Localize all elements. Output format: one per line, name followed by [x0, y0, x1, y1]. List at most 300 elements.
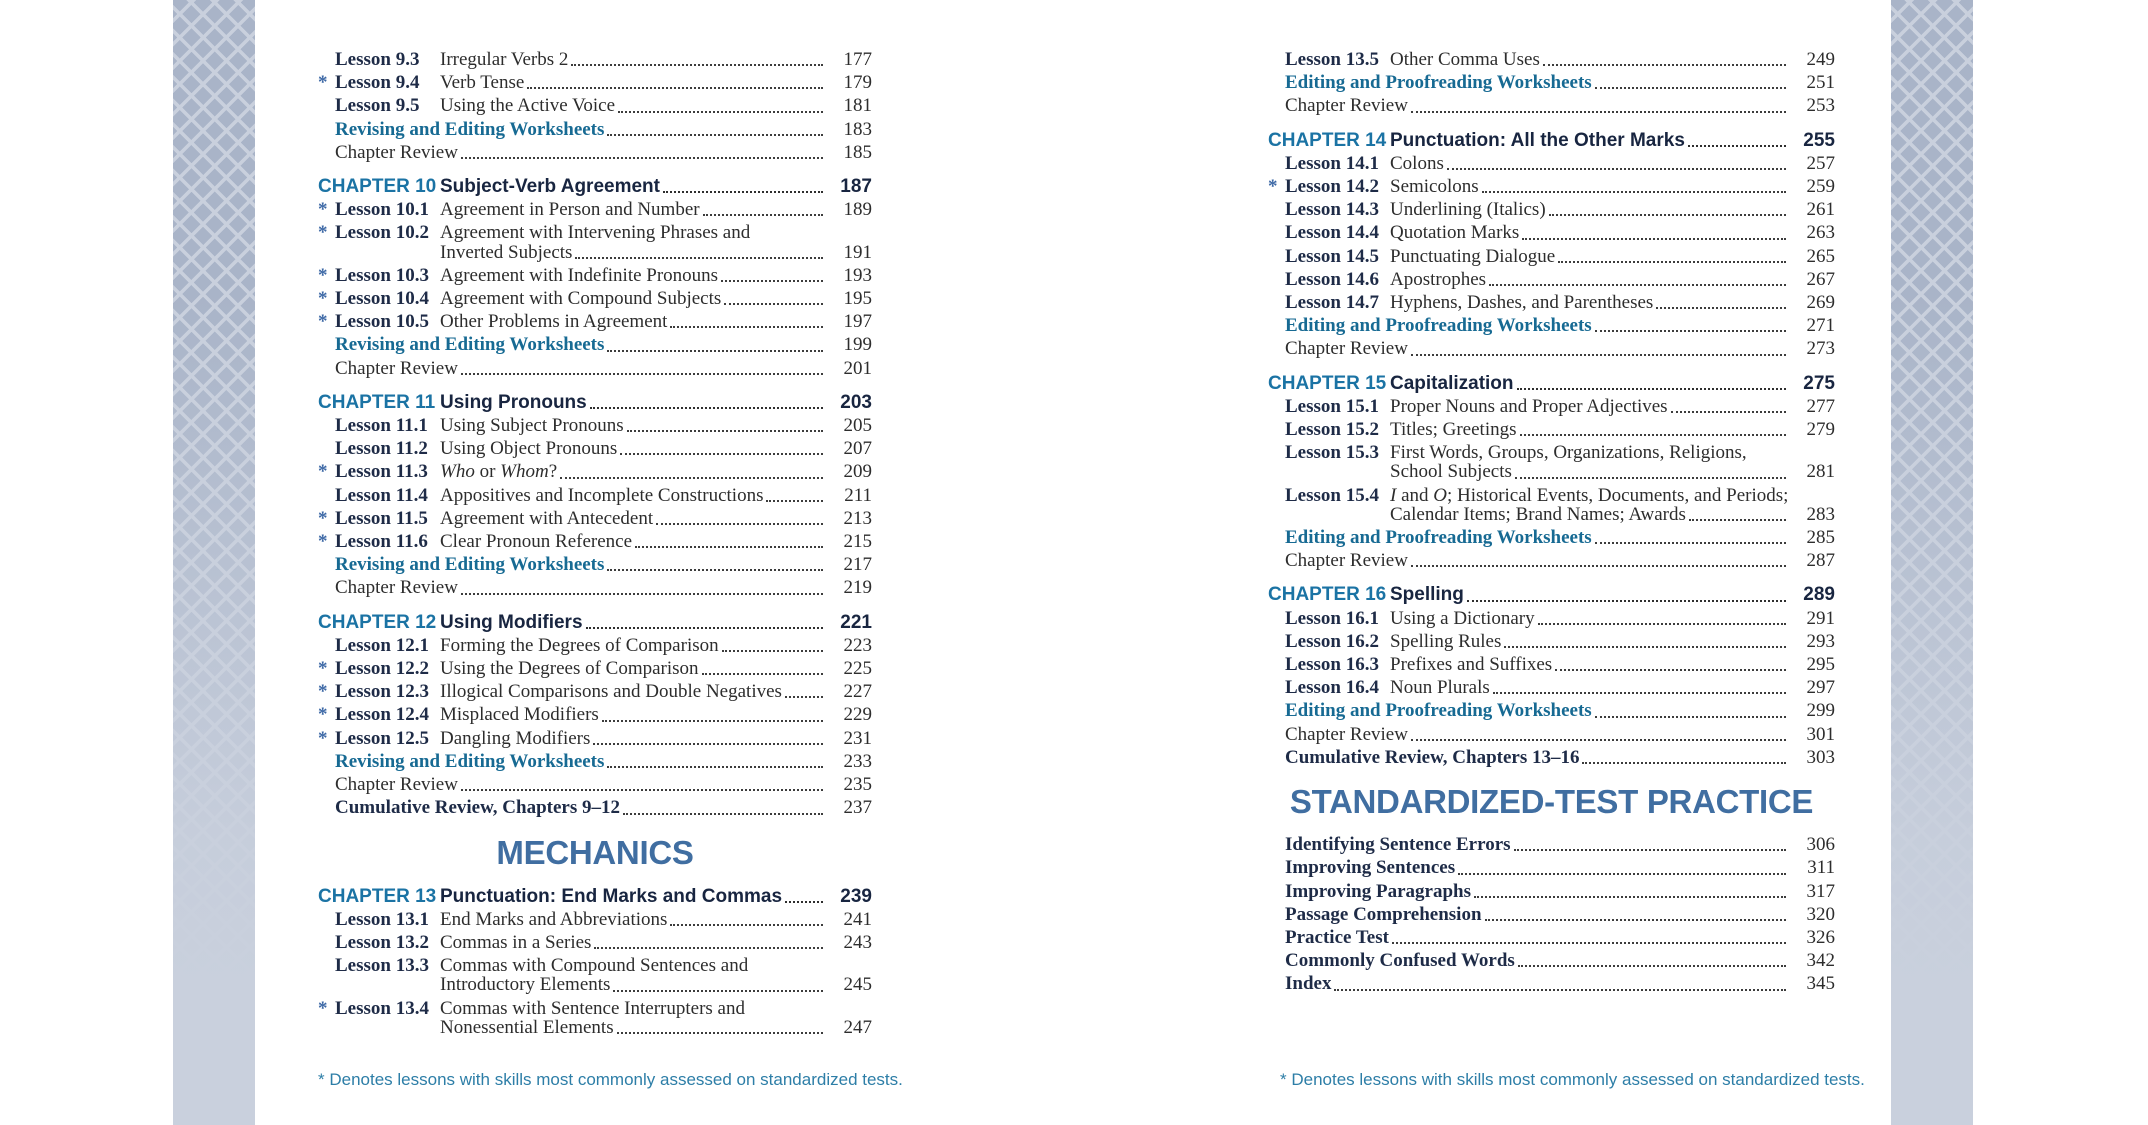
toc-entry	[1268, 699, 1835, 722]
label-spacer	[1285, 503, 1390, 526]
dot-leader	[604, 750, 826, 773]
entry-title: Agreement with Antecedent	[440, 507, 654, 529]
label-spacer	[335, 973, 440, 996]
star-marker: *	[318, 997, 328, 1019]
star-marker: *	[318, 199, 328, 221]
lesson-label: Lesson 12.1	[335, 634, 429, 656]
dot-leader	[1540, 48, 1789, 71]
star-marker	[318, 357, 335, 380]
toc-entry	[1268, 676, 1835, 699]
star-marker	[1268, 630, 1285, 653]
star-marker	[318, 773, 335, 796]
page-number: 293	[1806, 630, 1835, 652]
star-spacer	[318, 973, 335, 996]
entry-title: Misplaced Modifiers	[440, 704, 599, 726]
star-marker	[318, 553, 335, 576]
page-number: 291	[1806, 607, 1835, 629]
star-marker	[1268, 972, 1285, 995]
dot-leader	[1519, 221, 1789, 244]
toc-entry	[318, 141, 872, 164]
entry-title: Forming the Degrees of Comparison	[440, 634, 719, 656]
entry-title: Chapter Review	[1285, 550, 1408, 572]
star-spacer	[1268, 460, 1285, 483]
toc-entry	[318, 414, 872, 437]
entry-title: Chapter Review	[335, 141, 458, 163]
lesson-label: Lesson 13.2	[335, 931, 429, 953]
page-number: 249	[1806, 49, 1835, 70]
toc-entry	[1268, 314, 1835, 337]
italic-text: Whom	[500, 461, 549, 483]
page-number: 183	[843, 118, 872, 140]
star-marker	[1268, 723, 1285, 746]
lesson-label: Lesson 11.5	[335, 507, 428, 529]
page-number: 219	[843, 577, 872, 599]
star-marker	[318, 48, 335, 71]
chapter-label: CHAPTER 16	[1268, 584, 1387, 606]
toc-entry	[1268, 653, 1835, 676]
entry-title: Commas in a Series	[440, 931, 592, 953]
toc-entry	[318, 796, 872, 819]
toc-entry	[318, 703, 872, 726]
page-number: 299	[1806, 700, 1835, 722]
star-marker	[318, 118, 335, 141]
lesson-label: Lesson 16.1	[1285, 607, 1379, 629]
toc-entry	[318, 657, 872, 680]
label-spacer	[335, 241, 440, 264]
chapter-section	[1268, 129, 1835, 361]
dot-leader	[1511, 833, 1789, 856]
toc-entry	[318, 727, 872, 750]
chapter-section	[318, 391, 872, 600]
page-number: 203	[840, 391, 872, 413]
star-marker	[318, 437, 335, 460]
star-marker	[1268, 94, 1285, 117]
dot-leader	[568, 48, 826, 71]
entry-title: Revising and Editing Worksheets	[335, 334, 605, 356]
lesson-label: Lesson 10.2	[335, 222, 429, 244]
entry-title: Underlining (Italics)	[1390, 199, 1546, 221]
toc-entry	[318, 750, 872, 773]
toc-entry	[318, 333, 872, 356]
entry-title: Revising and Editing Worksheets	[335, 750, 605, 772]
dot-leader	[1552, 653, 1789, 676]
entry-title: Hyphens, Dashes, and Parentheses	[1390, 292, 1654, 314]
star-marker: *	[318, 681, 328, 703]
chapter-row	[318, 175, 872, 198]
star-marker	[1268, 833, 1285, 856]
dot-leader	[620, 796, 826, 819]
lesson-label: Lesson 16.4	[1285, 677, 1379, 699]
chapter-label: CHAPTER 11	[318, 391, 436, 413]
page-number: 261	[1806, 199, 1835, 221]
star-marker: *	[318, 531, 328, 553]
toc-entry	[1268, 880, 1835, 903]
entry-title: Cumulative Review, Chapters 9–12	[335, 797, 620, 819]
star-marker	[1268, 418, 1285, 441]
dot-leader	[782, 680, 826, 703]
chapter-row	[1268, 129, 1835, 152]
label-spacer	[335, 1016, 440, 1039]
chapter-title: Spelling	[1390, 584, 1464, 606]
page-number: 213	[843, 507, 872, 529]
dot-leader	[1592, 526, 1789, 549]
dot-leader	[1517, 418, 1790, 441]
page-number: 245	[843, 974, 872, 996]
toc-entry	[1268, 972, 1835, 995]
page-number: 267	[1806, 268, 1835, 290]
toc-section	[1268, 833, 1835, 995]
dot-leader	[1546, 198, 1789, 221]
toc-entry	[1268, 526, 1835, 549]
page-number: 285	[1806, 527, 1835, 549]
toc-entry	[318, 118, 872, 141]
page-number: 181	[843, 95, 872, 117]
page-number: 342	[1806, 950, 1835, 972]
entry-title: Quotation Marks	[1390, 222, 1520, 244]
entry-title-line2: Inverted Subjects	[440, 241, 573, 263]
dot-leader	[1482, 903, 1789, 926]
dot-leader	[1444, 152, 1789, 175]
page-number: 195	[843, 288, 872, 310]
lesson-label: Lesson 9.5	[335, 95, 420, 117]
text: or	[474, 461, 501, 483]
dot-leader	[591, 931, 826, 954]
page-number: 295	[1806, 654, 1835, 676]
toc-section	[318, 48, 872, 164]
toc-entry	[318, 357, 872, 380]
toc-column-right	[1268, 48, 1835, 996]
italic-text: I	[1390, 484, 1397, 506]
dot-leader	[1592, 699, 1789, 722]
dot-leader	[1555, 245, 1789, 268]
toc-entry	[1268, 856, 1835, 879]
toc-entry	[1268, 291, 1835, 314]
lesson-label: Lesson 15.1	[1285, 395, 1379, 417]
dot-leader	[660, 175, 826, 198]
page-number: 255	[1803, 129, 1835, 151]
lesson-label: Lesson 15.2	[1285, 419, 1379, 441]
page-number: 211	[844, 484, 872, 506]
page-number: 301	[1806, 723, 1835, 745]
dot-leader	[1471, 880, 1789, 903]
toc-entry	[1268, 418, 1835, 441]
star-marker	[1268, 291, 1285, 314]
entry-title: Editing and Proofreading Worksheets	[1285, 527, 1592, 549]
toc-entry	[318, 484, 872, 507]
toc-entry	[318, 553, 872, 576]
toc-entry	[318, 437, 872, 460]
entry-title: Editing and Proofreading Worksheets	[1285, 315, 1592, 337]
lesson-label: Lesson 13.5	[1285, 49, 1379, 70]
star-marker	[1268, 314, 1285, 337]
entry-title: Editing and Proofreading Worksheets	[1285, 72, 1592, 94]
page-number: 283	[1806, 503, 1835, 525]
dot-leader	[1408, 94, 1789, 117]
entry-title: Irregular Verbs 2	[440, 49, 569, 70]
star-marker	[1268, 245, 1285, 268]
page-number: 265	[1806, 245, 1835, 267]
lesson-label: Lesson 10.3	[335, 264, 429, 286]
lesson-label: Lesson 12.2	[335, 658, 429, 680]
star-marker: *	[318, 222, 328, 244]
footnote-text: * Denotes lessons with skills most commonly assessed on standardized tests.	[1280, 1070, 1865, 1089]
lesson-label: Lesson 12.3	[335, 681, 429, 703]
lesson-label: Lesson 14.6	[1285, 268, 1379, 290]
dot-leader	[587, 391, 826, 414]
page-number: 279	[1806, 419, 1835, 441]
footnote-text: * Denotes lessons with skills most commonly assessed on standardized tests.	[318, 1070, 903, 1089]
page-number: 251	[1806, 72, 1835, 94]
toc-entry	[1268, 198, 1835, 221]
lesson-label: Lesson 11.6	[335, 531, 428, 553]
star-marker	[1268, 903, 1285, 926]
star-marker	[318, 141, 335, 164]
toc-entry	[1268, 175, 1835, 198]
star-marker: *	[318, 72, 328, 94]
chapter-row	[1268, 583, 1835, 606]
lesson-label: Lesson 9.4	[335, 72, 420, 94]
footnote-left	[318, 1070, 903, 1090]
dot-leader	[1490, 676, 1789, 699]
dot-leader	[1512, 460, 1789, 483]
toc-entry	[1268, 549, 1835, 572]
page-number: 263	[1806, 222, 1835, 244]
page-number: 289	[1803, 584, 1835, 606]
label-spacer	[1285, 460, 1390, 483]
dot-leader	[699, 657, 826, 680]
star-marker: *	[318, 264, 328, 286]
dot-leader	[458, 773, 826, 796]
page-number: 217	[843, 554, 872, 576]
page-number: 239	[840, 885, 872, 907]
entry-title: Other Comma Uses	[1390, 49, 1540, 70]
entry-title	[440, 460, 557, 483]
page-number: 221	[840, 611, 872, 633]
page-number: 275	[1803, 372, 1835, 394]
lesson-label: Lesson 10.4	[335, 288, 429, 310]
star-marker	[318, 750, 335, 773]
dot-leader	[604, 118, 826, 141]
dot-leader	[667, 310, 826, 333]
star-marker	[1268, 526, 1285, 549]
toc-entry	[1268, 337, 1835, 360]
page-number: 237	[843, 797, 872, 819]
dot-leader	[1685, 129, 1789, 152]
dot-leader	[1653, 291, 1789, 314]
entry-title: Commonly Confused Words	[1285, 950, 1515, 972]
star-marker: *	[1268, 176, 1278, 198]
page-number: 205	[843, 415, 872, 437]
toc-entry	[318, 931, 872, 954]
entry-title: Illogical Comparisons and Double Negatives	[440, 681, 782, 703]
page-number: 271	[1806, 315, 1835, 337]
star-marker: *	[318, 704, 328, 726]
chapter-row	[318, 885, 872, 908]
page-number: 231	[843, 727, 872, 749]
toc-entry	[1268, 926, 1835, 949]
chapter-label: CHAPTER 10	[318, 176, 437, 198]
toc-entry	[1268, 833, 1835, 856]
page-number: 247	[843, 1016, 872, 1038]
star-spacer	[318, 1016, 335, 1039]
star-marker	[1268, 856, 1285, 879]
lesson-label: Lesson 11.4	[335, 484, 428, 506]
entry-title: Chapter Review	[1285, 95, 1408, 117]
lesson-label: Lesson 13.1	[335, 908, 429, 930]
entry-title: Chapter Review	[1285, 338, 1408, 360]
toc-entry	[1268, 630, 1835, 653]
dot-leader	[1408, 337, 1789, 360]
toc-entry	[1268, 245, 1835, 268]
star-marker	[1268, 268, 1285, 291]
toc-entry	[1268, 152, 1835, 175]
star-marker	[1268, 337, 1285, 360]
toc-entry	[1268, 607, 1835, 630]
page-number: 227	[843, 681, 872, 703]
entry-title: Using Subject Pronouns	[440, 415, 624, 437]
lesson-label: Lesson 14.3	[1285, 199, 1379, 221]
star-marker	[1268, 48, 1285, 71]
chapter-title: Punctuation: All the Other Marks	[1390, 129, 1685, 151]
page-number: 201	[843, 357, 872, 379]
page-number: 311	[1807, 857, 1835, 879]
dot-leader	[1535, 607, 1789, 630]
page-number: 281	[1806, 461, 1835, 483]
dot-leader	[624, 414, 826, 437]
chapter-title: Subject-Verb Agreement	[440, 176, 660, 198]
entry-title: Verb Tense	[440, 72, 525, 94]
star-marker: *	[318, 658, 328, 680]
dot-leader	[590, 727, 826, 750]
toc-entry	[318, 198, 872, 221]
entry-title: Improving Paragraphs	[1285, 880, 1471, 902]
entry-title: Chapter Review	[335, 357, 458, 379]
entry-title: Revising and Editing Worksheets	[335, 554, 605, 576]
toc-entry	[1268, 903, 1835, 926]
toc-entry	[1268, 268, 1835, 291]
page-number: 259	[1806, 176, 1835, 198]
toc-entry	[1268, 746, 1835, 769]
entry-title: Proper Nouns and Proper Adjectives	[1390, 395, 1668, 417]
dot-leader	[458, 576, 826, 599]
dot-leader	[1592, 71, 1789, 94]
entry-title: Appositives and Incomplete Constructions	[440, 484, 764, 506]
page-number: 179	[843, 72, 872, 94]
star-marker	[1268, 746, 1285, 769]
chapter-label: CHAPTER 13	[318, 885, 437, 907]
star-marker	[1268, 152, 1285, 175]
toc-entry	[318, 908, 872, 931]
toc-entry	[318, 71, 872, 94]
italic-text: O	[1433, 484, 1447, 506]
star-marker	[1268, 549, 1285, 572]
dot-leader	[1501, 630, 1789, 653]
toc-entry	[318, 94, 872, 117]
toc-entry	[1268, 949, 1835, 972]
toc-entry	[318, 576, 872, 599]
toc-entry	[1268, 221, 1835, 244]
chapter-row	[318, 391, 872, 414]
lesson-label: Lesson 12.4	[335, 704, 429, 726]
toc-entry	[1268, 71, 1835, 94]
star-marker	[1268, 221, 1285, 244]
dot-leader	[1514, 372, 1789, 395]
entry-title: Commas with Compound Sentences and	[440, 955, 749, 977]
page-number: 209	[843, 461, 872, 483]
dot-leader	[667, 908, 826, 931]
entry-title: Apostrophes	[1390, 268, 1487, 290]
dot-leader	[1515, 949, 1789, 972]
dot-leader	[524, 71, 826, 94]
star-marker	[318, 333, 335, 356]
dot-leader	[1592, 314, 1789, 337]
dot-leader	[1331, 972, 1789, 995]
chapter-section	[318, 175, 872, 380]
dot-leader	[763, 484, 826, 507]
entry-title: First Words, Groups, Organizations, Religions,	[1390, 442, 1747, 464]
chapter-section	[1268, 583, 1835, 769]
dot-leader	[1486, 268, 1789, 291]
star-spacer	[1268, 503, 1285, 526]
star-marker	[318, 796, 335, 819]
dot-leader	[719, 634, 826, 657]
toc-entry	[318, 48, 872, 71]
entry-title: Colons	[1390, 152, 1444, 174]
chapter-row	[1268, 372, 1835, 395]
entry-title: Titles; Greetings	[1390, 419, 1517, 441]
star-marker: *	[318, 727, 328, 749]
toc-entry	[318, 460, 872, 483]
star-marker: *	[318, 507, 328, 529]
dot-leader	[1686, 503, 1789, 526]
dot-leader	[614, 1016, 826, 1039]
star-marker	[318, 94, 335, 117]
dot-leader	[1408, 549, 1789, 572]
dot-leader	[604, 333, 826, 356]
chapter-title: Using Pronouns	[440, 391, 587, 413]
page-number: 207	[843, 438, 872, 460]
entry-title: Cumulative Review, Chapters 13–16	[1285, 746, 1580, 768]
star-marker	[318, 484, 335, 507]
dot-leader	[583, 611, 826, 634]
dot-leader	[1408, 723, 1789, 746]
toc-column-left	[318, 48, 872, 1039]
entry-title: Chapter Review	[1285, 723, 1408, 745]
lesson-label: Lesson 14.2	[1285, 176, 1379, 198]
entry-title: Clear Pronoun Reference	[440, 531, 633, 553]
star-marker	[1268, 71, 1285, 94]
dot-leader	[700, 198, 826, 221]
dot-leader	[1668, 395, 1789, 418]
dot-leader	[1389, 926, 1789, 949]
lesson-label: Lesson 10.5	[335, 311, 429, 333]
page-number: 199	[843, 334, 872, 356]
entry-title: Using a Dictionary	[1390, 607, 1535, 629]
lesson-label: Lesson 13.4	[335, 997, 429, 1019]
dot-leader	[617, 437, 826, 460]
page-number: 320	[1806, 903, 1835, 925]
entry-title-line2: Calendar Items; Brand Names; Awards	[1390, 503, 1686, 525]
chapter-title: Using Modifiers	[440, 611, 583, 633]
page-number: 215	[843, 531, 872, 553]
toc-entry-continuation	[318, 1016, 872, 1039]
entry-title: Improving Sentences	[1285, 857, 1456, 879]
dot-leader	[721, 287, 826, 310]
toc-entry	[1268, 395, 1835, 418]
toc-entry-continuation	[318, 973, 872, 996]
dot-leader	[782, 885, 826, 908]
page-number: 185	[843, 141, 872, 163]
